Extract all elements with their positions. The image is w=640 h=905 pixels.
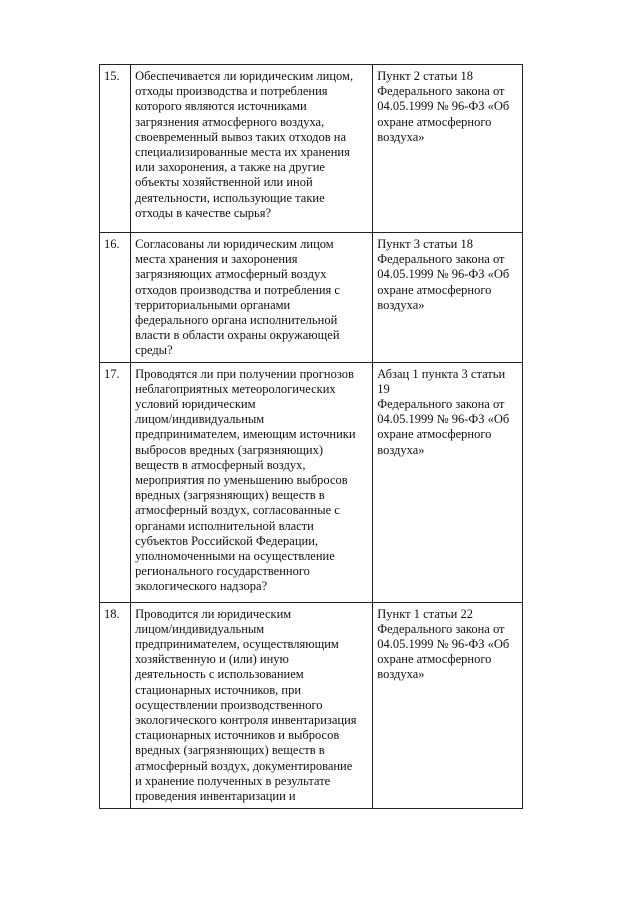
legal-reference: Абзац 1 пункта 3 статьи 19 Федерального закона от 04.05.1999 № 96-ФЗ «Об охране атмосферного воздуха» xyxy=(377,366,510,457)
table-row xyxy=(100,65,523,233)
table-row xyxy=(100,362,523,602)
row-number: 16. xyxy=(104,237,120,251)
legal-reference: Пункт 3 статьи 18 Федерального закона от 04.05.1999 № 96-ФЗ «Об охране атмосферного воздуха» xyxy=(377,237,510,312)
question-text: Согласованы ли юридическим лицом места хранения и захоронения загрязняющих атмосферный воздух отходов производства и потребления с территориальными органами федерального органа исполнительной власти в области охраны окружающей среды? xyxy=(135,237,340,358)
row-number: 17. xyxy=(104,366,120,381)
question-text: Проводится ли юридическим лицом/индивидуальным предпринимателем, осуществляющим хозяйственную и (или) иную деятельность с использованием стационарных источников, при осуществлении производственного экологического контроля инвентаризация стационарных источников и выбросов вредных (загрязняющих) веществ в атмосферный воздух, документирование и хранение полученных в результате проведения инвентаризации и xyxy=(135,606,357,804)
row-number: 15. xyxy=(104,69,120,83)
legal-reference: Пункт 2 статьи 18 Федерального закона от 04.05.1999 № 96-ФЗ «Об охране атмосферного воздуха» xyxy=(377,69,510,144)
checklist-table xyxy=(99,64,523,809)
table-row xyxy=(100,602,523,808)
row-number-cell xyxy=(100,362,131,602)
question-cell xyxy=(131,233,373,363)
question-cell xyxy=(131,65,373,233)
row-number-cell xyxy=(100,602,131,808)
reference-cell xyxy=(373,233,523,363)
reference-cell xyxy=(373,362,523,602)
question-cell xyxy=(131,362,373,602)
table-row xyxy=(100,233,523,363)
question-text: Проводятся ли при получении прогнозов неблагоприятных метеорологических условий юридическим лицом/индивидуальным предпринимателем, имеющим источники выбросов вредных (загрязняющих) веществ в атмосферный воздух, мероприятия по уменьшению выбросов вредных (загрязняющих) веществ в атмосферный воздух, согласованные с органами исполнительной власти субъектов Российской Федерации, уполномоченными на осуществление регионального государственного экологического надзора? xyxy=(135,366,356,594)
reference-cell xyxy=(373,602,523,808)
question-text: Обеспечивается ли юридическим лицом, отходы производства и потребления которого являются источниками загрязнения атмосферного воздуха, своевременный вывоз таких отходов на специализированные места их хранения или захоронения, а также на другие объекты хозяйственной или иной деятельности, использующие такие отходы в качестве сырья? xyxy=(135,69,354,220)
reference-cell xyxy=(373,65,523,233)
row-number-cell xyxy=(100,233,131,363)
row-number: 18. xyxy=(104,606,120,621)
legal-reference: Пункт 1 статьи 22 Федерального закона от 04.05.1999 № 96-ФЗ «Об охране атмосферного воздуха» xyxy=(377,606,510,682)
question-cell xyxy=(131,602,373,808)
row-number-cell xyxy=(100,65,131,233)
